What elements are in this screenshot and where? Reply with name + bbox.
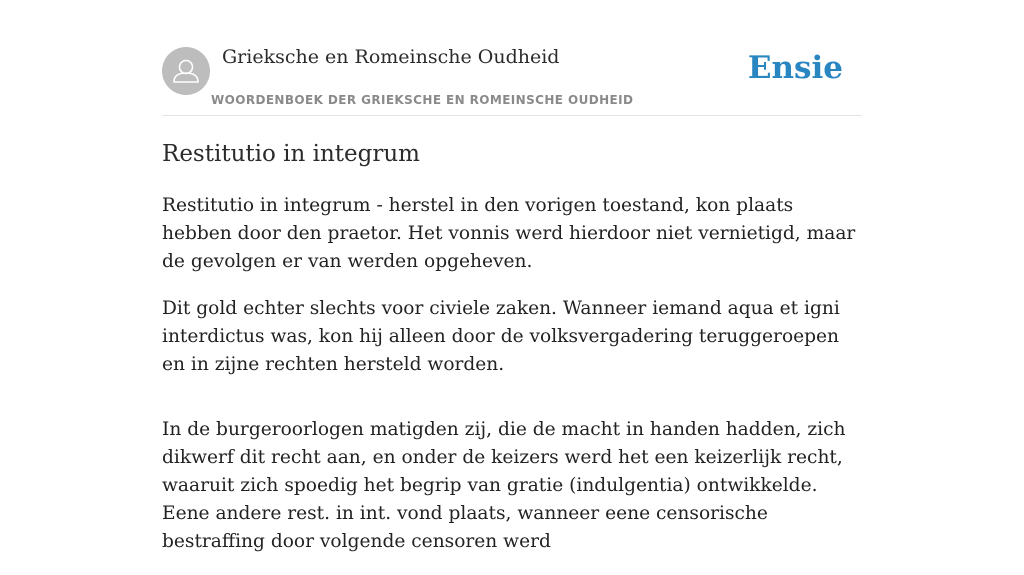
article [162,138,862,575]
avatar[interactable] [162,47,210,95]
book-title[interactable]: Grieksche en Romeinsche Oudheid [222,46,560,68]
ensie-logo[interactable]: Ensie [747,50,843,86]
article-paragraph: Restitutio in integrum - herstel in den vorigen toestand, kon plaats hebben door den praetor. Het vonnis werd hierdoor niet vernietigd, maar de gevolgen er van werden opgeheven. [162,195,856,272]
user-silhouette-icon [162,47,210,95]
article-paragraph: In de burgeroorlogen matigden zij, die de macht in handen hadden, zich dikwerf dit recht aan, en onder de keizers werd het een keizerlijk recht, waaruit zich spoedig het begrip van gratie (indulgentia) ontwikkelde. Eene andere rest. in int. vond plaats, wanneer eene censorische bestraffing door volgende censoren werd [162,419,846,552]
book-subtitle: WOORDENBOEK DER GRIEKSCHE EN ROMEINSCHE OUDHEID [211,93,634,107]
article-paragraph: Dit gold echter slechts voor civiele zaken. Wanneer iemand aqua et igni interdictus was, kon hij alleen door de volksvergadering teruggeroepen en in zijne rechten hersteld worden. [162,298,840,375]
entry-title: Restitutio in integrum [162,141,420,167]
site-header [162,0,862,116]
